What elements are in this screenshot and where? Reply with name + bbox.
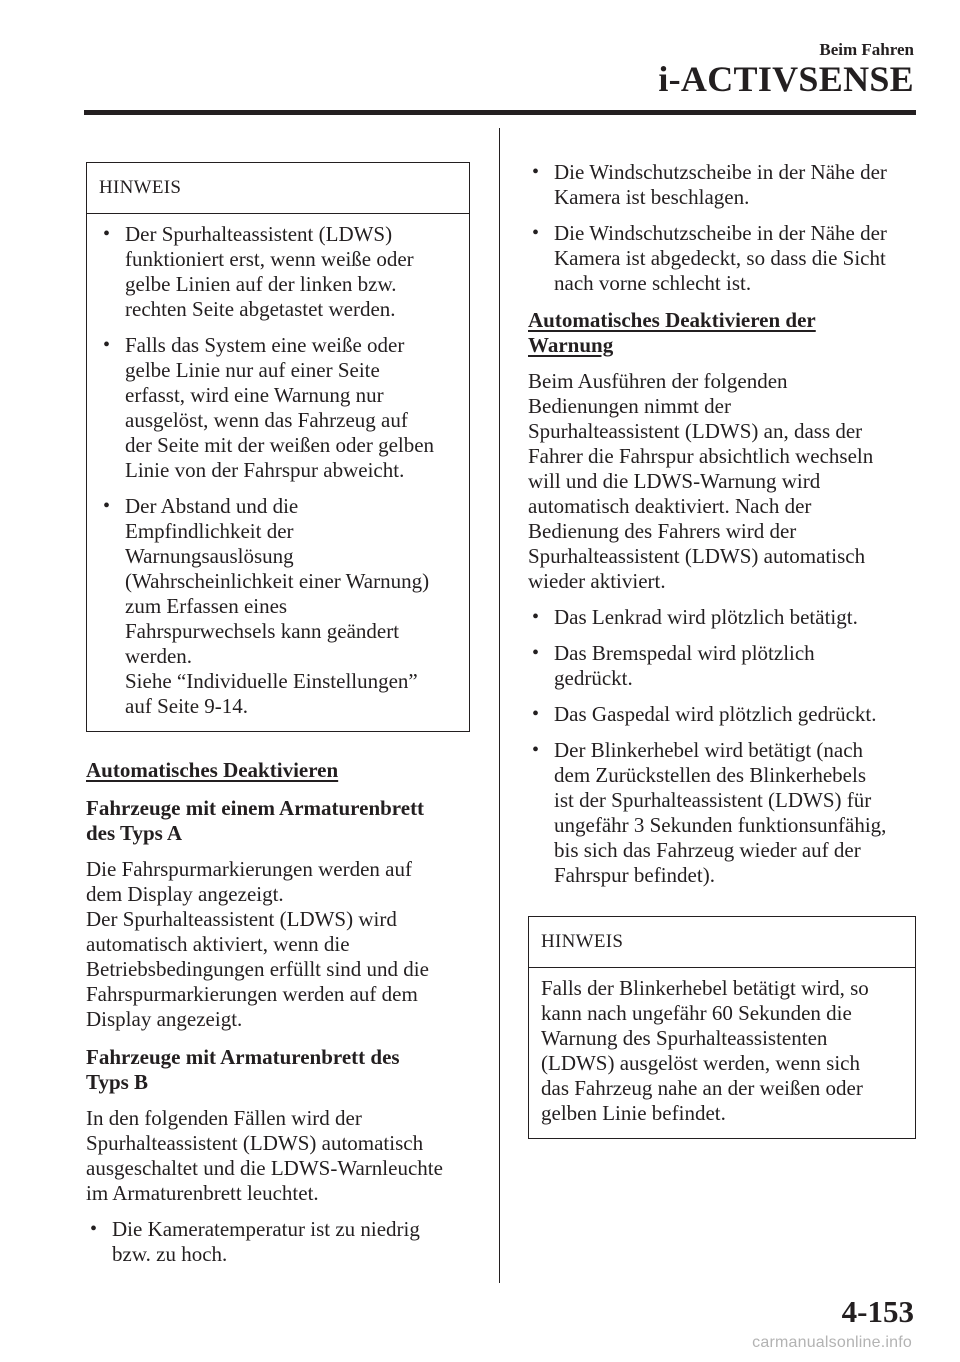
list-item-text: Die Kameratemperatur ist zu niedrig bzw. zu hoch. — [112, 1217, 420, 1266]
column-divider — [499, 128, 500, 1283]
section-heading: Automatisches Deaktivieren der Warnung — [528, 308, 816, 357]
note-box — [86, 162, 470, 732]
list-item — [528, 738, 916, 888]
left-column — [86, 162, 470, 1267]
bullet-icon: • — [532, 642, 540, 664]
condition-list — [86, 1217, 470, 1267]
list-item-text: Das Lenkrad wird plötzlich betätigt. — [554, 605, 858, 629]
list-item — [528, 702, 916, 727]
header-rule — [84, 110, 916, 115]
bullet-icon: • — [532, 703, 540, 725]
bullet-icon: • — [103, 495, 111, 517]
note-body — [87, 214, 469, 731]
list-item-text: Falls das System eine weiße oder gelbe Linie nur auf einer Seite erfasst, wird eine Warnung nur ausgelöst, wenn das Fahrzeug auf der Seite mit der weißen oder gelben Linie von der Fahrspur abweicht. — [125, 333, 435, 482]
list-item — [99, 222, 461, 322]
section-heading: Automatisches Deaktivieren — [86, 758, 339, 782]
list-item-text: Das Gaspedal wird plötzlich gedrückt. — [554, 702, 877, 726]
note-text: Falls der Blinkerhebel betätigt wird, so kann nach ungefähr 60 Sekunden die Warnung des Spurhalteassistenten (LDWS) ausgelöst werden, wenn sich das Fahrzeug nahe an der weißen oder gelben Linie befindet. — [541, 976, 869, 1125]
right-column — [528, 160, 916, 1139]
list-item — [99, 333, 461, 483]
paragraph: Beim Ausführen der folgenden Bedienungen nimmt der Spurhalteassistent (LDWS) an, dass der Fahrer die Fahrspur absichtlich wechseln will und die LDWS-Warnung wird automatisch deaktiviert. Nach der Bedienung des Fahrers wird der Spurhalteassistent (LDWS) automatisch wieder aktiviert. — [528, 369, 874, 593]
bullet-icon: • — [90, 1218, 98, 1240]
action-list — [528, 605, 916, 888]
list-item — [86, 1217, 470, 1267]
subsection-heading: Fahrzeuge mit Armaturenbrett des Typs B — [86, 1045, 400, 1094]
page-number: 4-153 — [841, 1294, 914, 1329]
list-item-text: Der Blinkerhebel wird betätigt (nach dem Zurückstellen des Blinkerhebels ist der Spurhalteassistent (LDWS) für ungefähr 3 Sekunden funktionsunfähig, bis sich das Fahrzeug wieder auf der Fahrspur befindet). — [554, 738, 887, 887]
note-box — [528, 916, 916, 1139]
note-title: HINWEIS — [529, 917, 915, 968]
list-item — [528, 160, 916, 210]
chapter-title: i-ACTIVSENSE — [658, 59, 914, 99]
subsection-heading: Fahrzeuge mit einem Armaturenbrett des Typs A — [86, 796, 425, 845]
bullet-icon: • — [532, 161, 540, 183]
section-label: Beim Fahren — [819, 40, 914, 59]
list-item — [528, 641, 916, 691]
paragraph: In den folgenden Fällen wird der Spurhalteassistent (LDWS) automatisch ausgeschaltet und die LDWS-Warnleuchte im Armaturenbrett leuchtet. — [86, 1106, 443, 1205]
bullet-icon: • — [532, 222, 540, 244]
list-item — [528, 221, 916, 296]
list-item-text: Der Abstand und die Empfindlichkeit der Warnungsauslösung (Wahrscheinlichkeit einer Warnung) zum Erfassen eines Fahrspurwechsels kann geändert werden. Siehe “Individuelle Einstellungen” auf Seite 9-14. — [125, 494, 430, 718]
bullet-icon: • — [532, 606, 540, 628]
list-item-text: Die Windschutzscheibe in der Nähe der Kamera ist abgedeckt, so dass die Sicht nach vorne schlecht ist. — [554, 221, 887, 295]
bullet-icon: • — [103, 334, 111, 356]
list-item — [528, 605, 916, 630]
list-item-text: Das Bremspedal wird plötzlich gedrückt. — [554, 641, 815, 690]
list-item-text: Der Spurhalteassistent (LDWS) funktioniert erst, wenn weiße oder gelbe Linien auf der linken bzw. rechten Seite abgetastet werden. — [125, 222, 414, 321]
bullet-icon: • — [103, 223, 111, 245]
list-item — [99, 494, 461, 719]
watermark: carmanualsonline.info — [752, 1334, 912, 1351]
bullet-icon: • — [532, 739, 540, 761]
condition-list-continued — [528, 160, 916, 296]
list-item-text: Die Windschutzscheibe in der Nähe der Kamera ist beschlagen. — [554, 160, 887, 209]
note-title: HINWEIS — [87, 163, 469, 214]
note-body — [529, 968, 915, 1138]
note-list — [99, 222, 461, 719]
paragraph: Die Fahrspurmarkierungen werden auf dem Display angezeigt. Der Spurhalteassistent (LDWS) wird automatisch aktiviert, wenn die Betriebsbedingungen erfüllt sind und die Fahrspurmarkierungen werden auf dem Display angezeigt. — [86, 857, 429, 1031]
